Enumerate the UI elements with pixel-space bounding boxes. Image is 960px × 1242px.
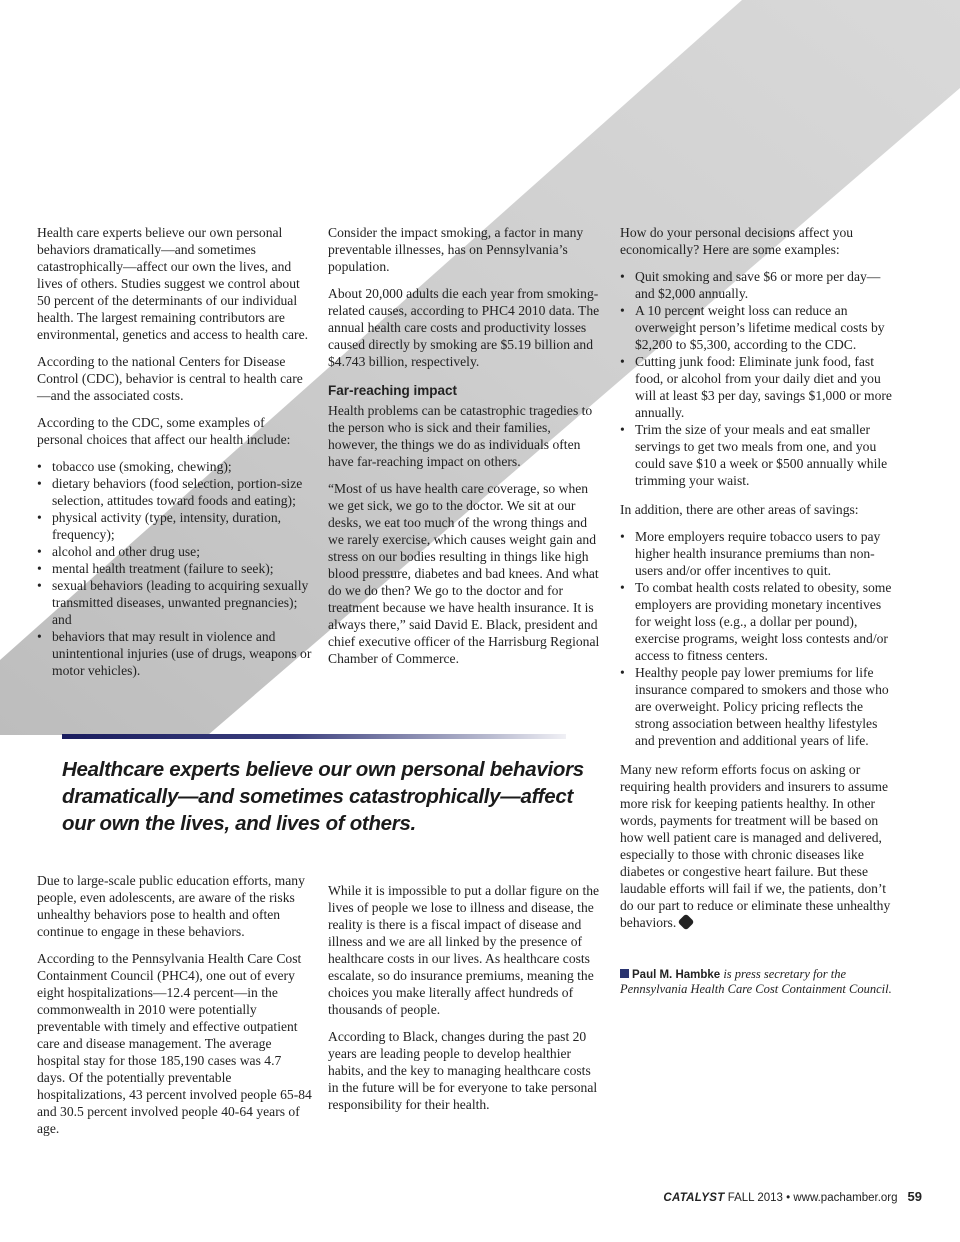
list-item: • tobacco use (smoking, chewing); <box>37 458 312 475</box>
page-number: 59 <box>907 1189 922 1204</box>
end-mark-icon <box>678 914 695 931</box>
list-item: • Trim the size of your meals and eat smaller servings to get two meals from one, and you could save $10 a week or $500 annually while trimming your waist. <box>620 421 898 489</box>
list-item: • Healthy people pay lower premiums for life insurance compared to smokers and those who are overweight. Policy pricing reflects the strong association between healthy lifestyles and prevention and additional years of life. <box>620 664 898 749</box>
author-bio <box>620 967 898 996</box>
column-2-bottom <box>328 882 603 1123</box>
paragraph: While it is impossible to put a dollar figure on the lives of people we lose to illness and disease, the reality is there is a fiscal impact of disease and illness and we are all linked by the presence of healthcare costs in our lives. As healthcare costs escalate, so do insurance premiums, meaning the choices you make literally affect hundreds of thousands of people. <box>328 883 600 1017</box>
paragraph: Consider the impact smoking, a factor in many preventable illnesses, has on Pennsylvania’s population. <box>328 225 584 274</box>
paragraph: According to the national Centers for Disease Control (CDC), behavior is central to health care—and the associated costs. <box>37 354 303 403</box>
paragraph: Health problems can be catastrophic tragedies to the person who is sick and their families, however, the things we do as individuals often have far-reaching impact on others. <box>328 403 593 469</box>
list-item: • Cutting junk food: Eliminate junk food, fast food, or alcohol from your daily diet and you will at least $3 per day, savings $1,000 or more annually. <box>620 353 898 421</box>
list-item: • mental health treatment (failure to seek); <box>37 560 312 577</box>
quote-paragraph: “Most of us have health care coverage, so when we get sick, we go to the doctor. We sit at our desks, we eat too much of the wrong things and we rarely exercise, which causes weight gain and stress on our bodies resulting in things like high blood pressure, diabetes and bad knees. And what do we do then? We go to the doctor and for treatment because we have health insurance. It is always there,” said David E. Black, president and chief executive officer of the Harrisburg Regional Chamber of Commerce. <box>328 481 600 666</box>
author-name: Paul M. Hambke <box>632 969 721 981</box>
column-2-top <box>328 224 603 677</box>
pullquote-rule <box>62 734 566 739</box>
column-1-bottom <box>37 872 312 1147</box>
cdc-choices-list <box>37 458 312 679</box>
closing-text: Many new reform efforts focus on asking or requiring health providers and insurers to assume more risk for keeping patients healthy. In other words, payments for treatment will be based on how well patient care is managed and delivered, especially to those with chronic diseases like diabetes or congestive heart failure. But these laudable efforts will fail if we, the patients, don’t do our part to reduce or eliminate these unhealthy behaviors. <box>620 762 891 930</box>
paragraph: About 20,000 adults die each year from smoking-related causes, according to PHC4 2010 data. The annual health care costs and productivity losses caused directly by smoking are $5.19 billion and $4.743 billion, respectively. <box>328 286 600 369</box>
closing-paragraph <box>620 761 898 931</box>
page-footer <box>663 1189 922 1204</box>
list-item: • dietary behaviors (food selection, portion-size selection, attitudes toward foods and eating); <box>37 475 312 509</box>
list-item: • alcohol and other drug use; <box>37 543 312 560</box>
column-3 <box>620 224 898 996</box>
issue-and-url: FALL 2013 • www.pachamber.org <box>724 1192 898 1204</box>
magazine-name: CATALYST <box>663 1192 725 1204</box>
column-1-top <box>37 224 312 691</box>
subheading: Far-reaching impact <box>328 383 458 398</box>
paragraph: According to the CDC, some examples of personal choices that affect our health include: <box>37 415 291 447</box>
paragraph: According to the Pennsylvania Health Care Cost Containment Council (PHC4), one out of every eight hospitalizations—12.4 percent—in the commonwealth in 2010 were potentially preventable with timely and effective outpatient care and disease management. The average hospital stay for those 185,190 cases was 4.7 days. Of the potentially preventable hospitalizations, 43 percent involved people 65-84 and 30.5 percent involved people 40-64 years of age. <box>37 951 312 1136</box>
list-item: • physical activity (type, intensity, duration, frequency); <box>37 509 312 543</box>
author-bio-text: is press secretary for the Pennsylvania Health Care Cost Containment Council. <box>620 967 892 996</box>
list-item: • sexual behaviors (leading to acquiring sexually transmitted diseases, unwanted pregnancies); and <box>37 577 312 628</box>
paragraph: Due to large-scale public education efforts, many people, even adolescents, are aware of the risks unhealthy behaviors pose to health and often continue to engage in these behaviors. <box>37 873 305 939</box>
pull-quote: Healthcare experts believe our own personal behaviors dramatically—and sometimes catastrophically—affect our own the lives, and lives of others. <box>62 758 584 835</box>
square-bullet-icon <box>620 969 629 978</box>
list-item: • More employers require tobacco users to pay higher health insurance premiums than non-users and/or offer incentives to quit. <box>620 528 898 579</box>
paragraph: According to Black, changes during the past 20 years are leading people to develop healthier habits, and the key to managing healthcare costs in the future will be for everyone to take personal responsibility for their health. <box>328 1029 598 1112</box>
paragraph: How do your personal decisions affect you economically? Here are some examples: <box>620 225 854 257</box>
other-savings-list <box>620 528 898 749</box>
savings-examples-list <box>620 268 898 489</box>
list-item: • To combat health costs related to obesity, some employers are providing monetary incentives for weight loss (e.g., a dollar per pound), exercise programs, weight loss contests and/or access to fitness centers. <box>620 579 898 664</box>
paragraph: In addition, there are other areas of savings: <box>620 502 859 517</box>
paragraph: Health care experts believe our own personal behaviors dramatically—and sometimes catastrophically—affect our own the lives, and lives of others. Studies suggest we control about 50 percent of the determinants of our individual health. The largest remaining contributors are environmental, genetics and access to health care. <box>37 225 308 342</box>
list-item: • Quit smoking and save $6 or more per day—and $2,000 annually. <box>620 268 898 302</box>
list-item: • behaviors that may result in violence and unintentional injuries (use of drugs, weapons or motor vehicles). <box>37 628 312 679</box>
list-item: • A 10 percent weight loss can reduce an overweight person’s lifetime medical costs by $2,200 to $5,300, according to the CDC. <box>620 302 898 353</box>
